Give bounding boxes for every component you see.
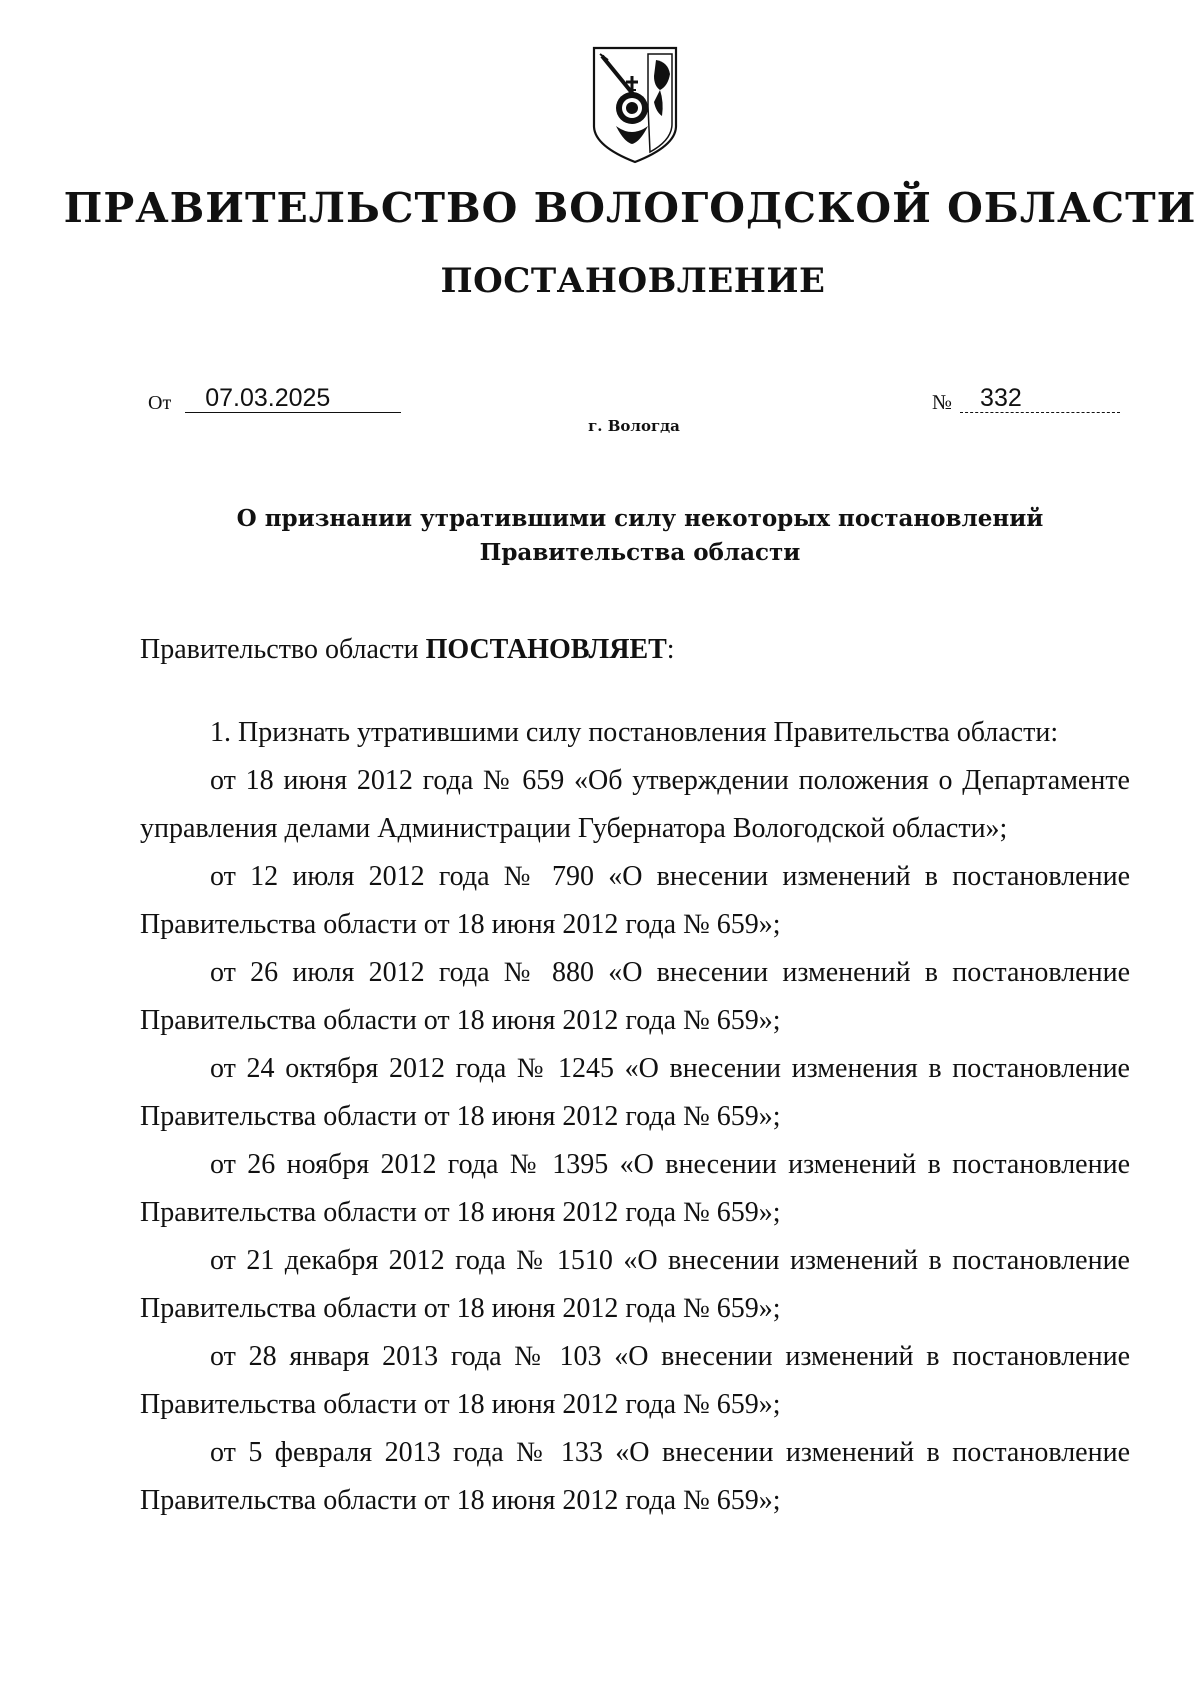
decree-intro-text: Правительство области <box>140 634 426 665</box>
coat-of-arms-icon <box>590 46 680 164</box>
list-item: от 5 февраля 2013 года № 133 «О внесении изменений в постановление Правительства области от 18 июня 2012 года № 659»; <box>140 1437 1130 1516</box>
decree-body <box>140 709 1130 1525</box>
list-item: от 26 ноября 2012 года № 1395 «О внесении изменений в постановление Правительства области от 18 июня 2012 года № 659»; <box>140 1149 1130 1228</box>
document-date: 07.03.2025 <box>185 384 401 413</box>
date-field <box>148 384 401 414</box>
list-item: от 12 июля 2012 года № 790 «О внесении изменений в постановление Правительства области от 18 июня 2012 года № 659»; <box>140 861 1130 940</box>
document-subject <box>180 502 1100 570</box>
subject-line-2: Правительства области <box>479 539 801 566</box>
item-1-lead: 1. Признать утратившими силу постановления Правительства области: <box>210 717 1059 748</box>
list-item: от 21 декабря 2012 года № 1510 «О внесении изменений в постановление Правительства области от 18 июня 2012 года № 659»; <box>140 1245 1130 1324</box>
number-field <box>932 384 1120 414</box>
number-prefix: № <box>932 390 953 414</box>
subject-line-1: О признании утратившими силу некоторых постановлений <box>236 505 1044 532</box>
list-item: от 28 января 2013 года № 103 «О внесении изменений в постановление Правительства области от 18 июня 2012 года № 659»; <box>140 1341 1130 1420</box>
document-type: ПОСТАНОВЛЕНИЕ <box>440 261 826 301</box>
decree-colon: : <box>666 634 675 665</box>
list-item: от 26 июля 2012 года № 880 «О внесении изменений в постановление Правительства области от 18 июня 2012 года № 659»; <box>140 957 1130 1036</box>
list-item: от 24 октября 2012 года № 1245 «О внесении изменения в постановление Правительства области от 18 июня 2012 года № 659»; <box>140 1053 1130 1132</box>
date-prefix: От <box>148 392 172 414</box>
decree-intro <box>140 630 675 670</box>
document-number: 332 <box>960 384 1120 413</box>
government-title: ПРАВИТЕЛЬСТВО ВОЛОГОДСКОЙ ОБЛАСТИ <box>63 184 1197 232</box>
city: г. Вологда <box>588 417 680 435</box>
list-item: от 18 июня 2012 года № 659 «Об утверждении положения о Департаменте управления делами Администрации Губернатора Вологодской области»; <box>140 765 1130 844</box>
decree-keyword: ПОСТАНОВЛЯЕТ <box>425 634 667 665</box>
